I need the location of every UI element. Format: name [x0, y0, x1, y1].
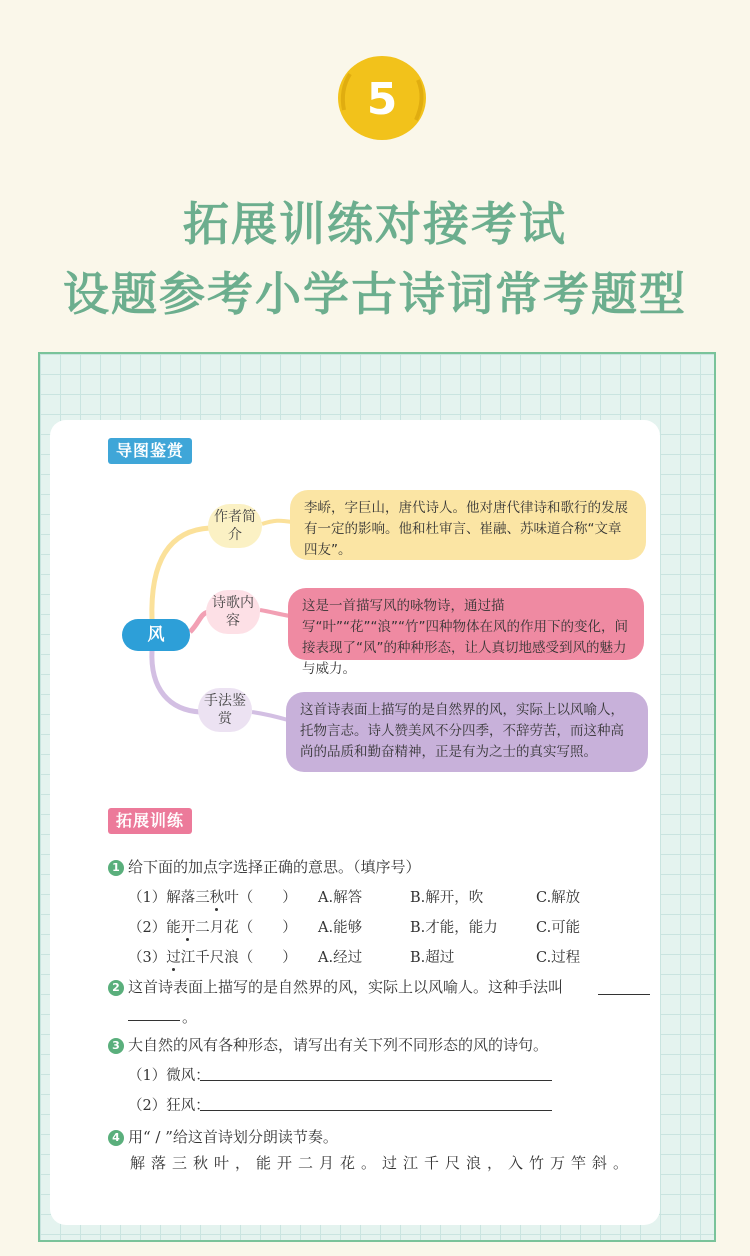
mindmap-center-node: 风	[122, 619, 190, 651]
branch-label-author: 作者简介	[208, 504, 262, 548]
question-1	[108, 856, 421, 877]
q1-row-3	[128, 946, 648, 968]
answer-line[interactable]	[200, 1110, 552, 1111]
answer-line[interactable]	[128, 1020, 180, 1021]
branch-text-technique: 这首诗表面上描写的是自然界的风，实际上以风喻人，托物言志。诗人赞美风不分四季，不辞劳苦，而这种高尚的品质和勤奋精神，正是有为之士的真实写照。	[286, 692, 648, 772]
question-number: 4	[108, 1130, 124, 1146]
option-b: B.超过	[410, 950, 455, 966]
period-mark: 。	[182, 1008, 198, 1026]
option-a: A.经过	[318, 950, 363, 966]
answer-line[interactable]	[598, 994, 650, 995]
number-badge	[330, 50, 430, 145]
question-number: 2	[108, 980, 124, 996]
q3-item-2: （2）狂风：	[128, 1098, 210, 1114]
poem-text: 解落三秋叶，能开二月花。过江千尺浪，入竹万竿斜。	[130, 1154, 635, 1172]
option-c: C.解放	[536, 890, 581, 906]
item-text: （2）能	[128, 920, 181, 936]
dotted-char: 秋	[209, 890, 225, 906]
page-title-line2: 设题参考小学古诗词常考题型	[63, 267, 687, 321]
page-title-line1: 拓展训练对接考试	[183, 197, 567, 251]
item-text: （3）	[128, 950, 167, 966]
item-text: 二月花（ ）	[195, 920, 297, 936]
dotted-char: 开	[180, 920, 196, 936]
section-tag-exercise: 拓展训练	[108, 808, 192, 834]
section-tag-mindmap: 导图鉴赏	[108, 438, 192, 464]
option-c: C.可能	[536, 920, 581, 936]
q1-row-2	[128, 916, 648, 938]
question-4	[108, 1126, 338, 1147]
option-a: A.能够	[318, 920, 363, 936]
q1-item	[128, 946, 297, 967]
branch-label-content: 诗歌内容	[206, 590, 260, 634]
question-number: 1	[108, 860, 124, 876]
option-c: C.过程	[536, 950, 581, 966]
question-text: 这首诗表面上描写的是自然界的风，实际上以风喻人。这种手法叫	[128, 978, 564, 996]
question-2	[108, 976, 563, 997]
question-3	[108, 1034, 548, 1055]
question-number: 3	[108, 1038, 124, 1054]
question-text: 用“ / ”给这首诗划分朗读节奏。	[128, 1128, 338, 1146]
item-text: 叶（ ）	[224, 890, 297, 906]
answer-line[interactable]	[200, 1080, 552, 1081]
branch-label-technique: 手法鉴赏	[198, 688, 252, 732]
dotted-char: 过	[166, 950, 181, 966]
branch-text-author: 李峤，字巨山，唐代诗人。他对唐代律诗和歌行的发展有一定的影响。他和杜审言、崔融、苏味道合称“文章四友”。	[290, 490, 646, 560]
option-b: B.解开，吹	[410, 890, 484, 906]
item-text: 江千尺浪（ ）	[180, 950, 297, 966]
q1-item	[128, 886, 297, 907]
badge-number: 5	[366, 74, 398, 125]
question-text: 大自然的风有各种形态，请写出有关下列不同形态的风的诗句。	[128, 1036, 549, 1054]
option-b: B.才能，能力	[410, 920, 498, 936]
item-text: （1）解落三	[128, 890, 210, 906]
branch-text-content: 这是一首描写风的咏物诗，通过描写“叶”“花”“浪”“竹”四种物体在风的作用下的变化，间接表现了“风”的种种形态，让人真切地感受到风的魅力与威力。	[288, 588, 644, 660]
option-a: A.解答	[318, 890, 363, 906]
q1-row-1	[128, 886, 648, 908]
q1-item	[128, 916, 297, 937]
q3-item-1: （1）微风：	[128, 1068, 210, 1084]
question-text: 给下面的加点字选择正确的意思。（填序号）	[128, 858, 421, 876]
